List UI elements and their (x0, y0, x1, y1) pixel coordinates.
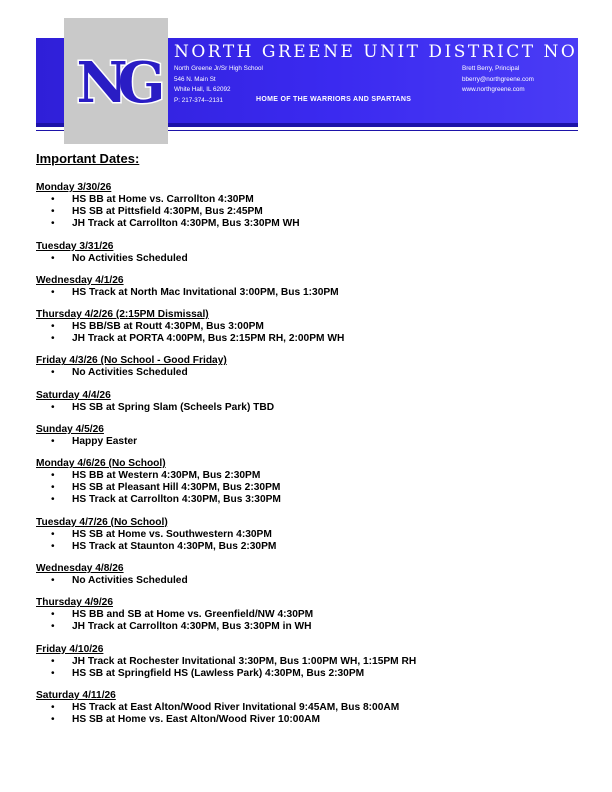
logo-monogram: NG (76, 52, 156, 110)
day-heading: Monday 3/30/26 (36, 182, 112, 193)
day-block (36, 275, 576, 299)
event-item: • HS Track at East Alton/Wood River Invitational 9:45AM, Bus 8:00AM (36, 702, 576, 714)
day-block (36, 390, 576, 414)
event-list (36, 609, 576, 633)
event-item: • JH Track at Carrollton 4:30PM, Bus 3:30PM WH (36, 218, 576, 230)
school-street: 546 N. Main St (174, 75, 216, 83)
day-heading: Thursday 4/2/26 (2:15PM Dismissal) (36, 309, 209, 321)
day-list (36, 182, 576, 726)
day-block (36, 309, 576, 345)
principal-contact (462, 64, 534, 96)
day-block (36, 355, 576, 379)
day-heading: Friday 4/10/26 (36, 643, 104, 655)
event-item: • HS BB at Home vs. Carrollton 4:30PM (36, 194, 576, 206)
event-list (36, 253, 576, 265)
principal-name: Brett Berry, Principal (462, 65, 520, 72)
event-item: • HS SB at Home vs. Southwestern 4:30PM (36, 529, 576, 541)
day-block (36, 182, 576, 231)
day-heading: Wednesday 4/8/26 (36, 563, 124, 575)
event-list (36, 194, 576, 231)
schedule (36, 151, 576, 736)
event-item: • HS Track at North Mac Invitational 3:00PM, Bus 1:30PM (36, 287, 576, 299)
event-list (36, 436, 576, 448)
event-list (36, 656, 576, 680)
event-item: • JH Track at Rochester Invitational 3:30PM, Bus 1:00PM WH, 1:15PM RH (36, 656, 576, 668)
day-heading: Tuesday 4/7/26 (No School) (36, 516, 168, 528)
school-name: North Greene Jr/Sr High School (174, 65, 263, 72)
event-list (36, 575, 576, 587)
district-logo (68, 52, 164, 110)
event-item: • HS SB at Home vs. East Alton/Wood River 10:00AM (36, 714, 576, 726)
day-heading: Friday 4/3/26 (No School - Good Friday) (36, 355, 227, 367)
event-item: • HS BB and SB at Home vs. Greenfield/NW 4:30PM (36, 609, 576, 621)
event-list (36, 470, 576, 507)
day-heading: Monday 4/6/26 (No School) (36, 458, 166, 470)
letterhead (36, 18, 606, 140)
event-item: • No Activities Scheduled (36, 253, 576, 265)
school-phone: P: 217-374--2131 (174, 96, 224, 104)
day-block (36, 563, 576, 587)
school-city: White Hall, IL 62092 (174, 86, 231, 93)
day-heading: Saturday 4/4/26 (36, 389, 111, 401)
district-name: NORTH GREENE UNIT DISTRICT NO. 3 (174, 42, 606, 62)
event-item: • HS SB at Springfield HS (Lawless Park) 4:30PM, Bus 2:30PM (36, 668, 576, 680)
event-item: • JH Track at Carrollton 4:30PM, Bus 3:30PM in WH (36, 621, 576, 633)
event-item: • Happy Easter (36, 436, 576, 448)
event-item: • HS BB/SB at Routt 4:30PM, Bus 3:00PM (36, 321, 576, 333)
day-block (36, 241, 576, 265)
day-heading: Saturday 4/11/26 (36, 690, 116, 702)
event-item: • HS Track at Staunton 4:30PM, Bus 2:30PM (36, 541, 576, 553)
event-list (36, 367, 576, 379)
event-list (36, 402, 576, 414)
day-heading: Thursday 4/9/26 (36, 597, 114, 609)
day-block (36, 690, 576, 726)
event-item: • No Activities Scheduled (36, 575, 576, 587)
school-contact (174, 64, 263, 106)
event-list (36, 702, 576, 726)
day-heading: Sunday 4/5/26 (36, 423, 104, 435)
day-block (36, 458, 576, 507)
day-block (36, 517, 576, 553)
event-item: • JH Track at PORTA 4:00PM, Bus 2:15PM RH, 2:00PM WH (36, 333, 576, 345)
event-list (36, 287, 576, 299)
event-list (36, 529, 576, 553)
page-title: Important Dates: (36, 151, 140, 166)
event-item: • No Activities Scheduled (36, 367, 576, 379)
day-heading: Tuesday 3/31/26 (36, 240, 114, 252)
event-item: • HS SB at Pittsfield 4:30PM, Bus 2:45PM (36, 206, 576, 218)
day-block (36, 644, 576, 680)
event-item: • HS SB at Spring Slam (Scheels Park) TBD (36, 402, 576, 414)
event-list (36, 321, 576, 345)
day-block (36, 424, 576, 448)
principal-email: bberry@northgreene.com (462, 75, 534, 83)
day-heading: Wednesday 4/1/26 (36, 274, 124, 286)
event-item: • HS Track at Carrollton 4:30PM, Bus 3:30PM (36, 494, 576, 506)
event-item: • HS SB at Pleasant Hill 4:30PM, Bus 2:30PM (36, 482, 576, 494)
day-block (36, 597, 576, 633)
tagline: HOME OF THE WARRIORS AND SPARTANS (256, 96, 412, 103)
school-website: www.northgreene.com (462, 86, 525, 93)
event-item: • HS BB at Western 4:30PM, Bus 2:30PM (36, 470, 576, 482)
